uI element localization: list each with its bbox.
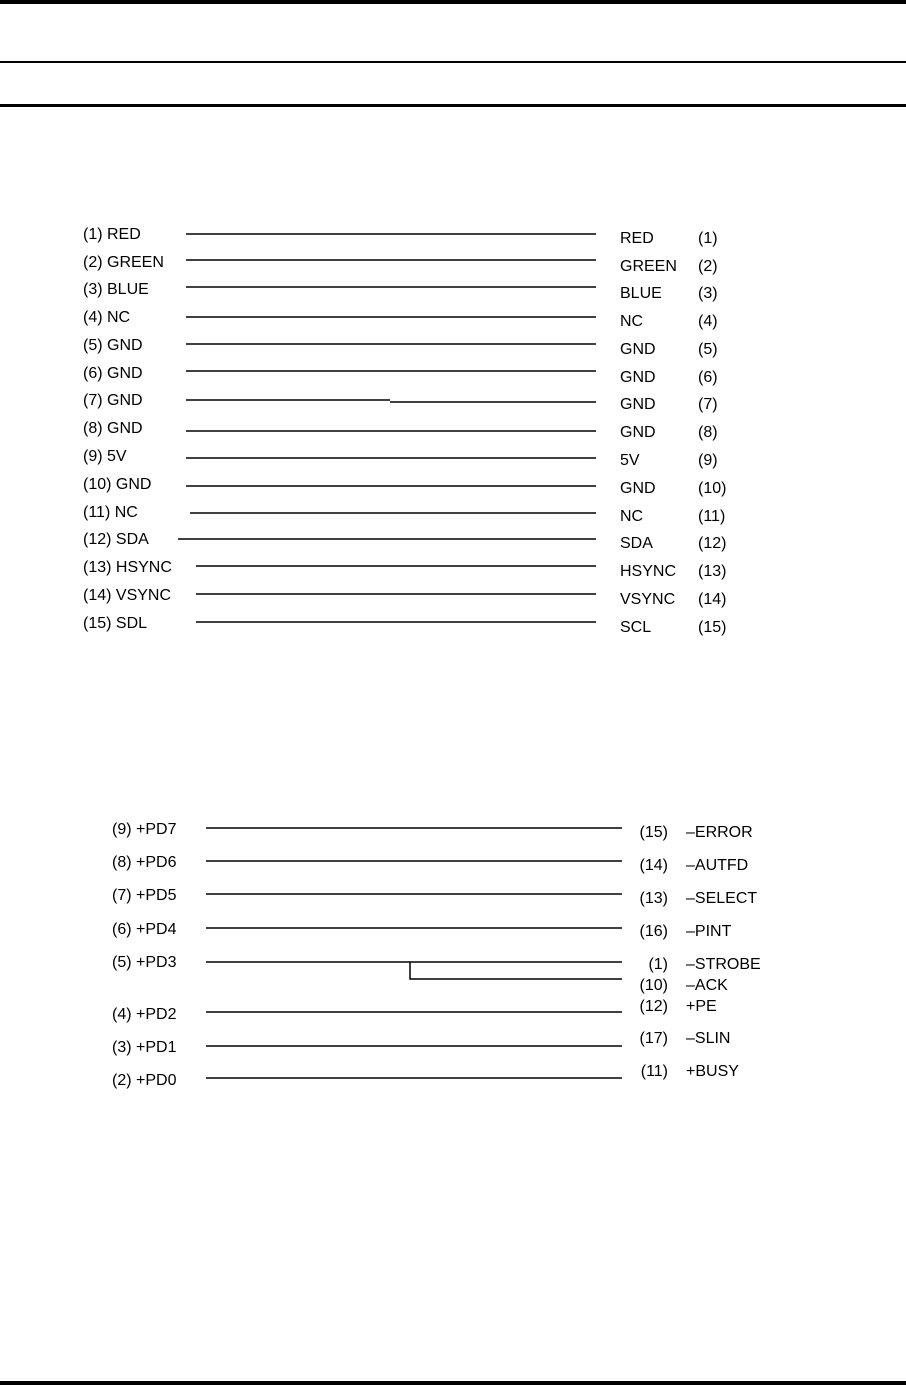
vga-left-label: (14) VSYNC xyxy=(83,587,172,604)
vga-left-label: (4) NC xyxy=(83,309,131,326)
vga-left-label: (7) GND xyxy=(83,392,143,409)
printer-right-pin: (1) xyxy=(648,956,668,973)
vga-right-pin: (11) xyxy=(698,508,726,525)
vga-right-pin: (3) xyxy=(698,285,718,302)
printer-left-label: (4) +PD2 xyxy=(112,1006,177,1023)
printer-right-pin: (15) xyxy=(639,824,668,841)
printer-right-names xyxy=(686,824,761,1080)
vga-left-label: (11) NC xyxy=(83,504,138,521)
printer-right-name: –PINT xyxy=(686,923,732,940)
vga-right-name: GND xyxy=(620,341,656,358)
vga-right-pins xyxy=(698,230,726,636)
printer-loopback-diagram xyxy=(112,821,761,1089)
vga-right-name: VSYNC xyxy=(620,591,676,608)
vga-right-name: SCL xyxy=(620,619,652,636)
vga-right-name: GND xyxy=(620,424,656,441)
vga-right-pin: (5) xyxy=(698,341,718,358)
vga-right-name: BLUE xyxy=(620,285,662,302)
vga-right-pin: (14) xyxy=(698,591,727,608)
printer-right-name: –SELECT xyxy=(686,890,758,907)
vga-right-names xyxy=(620,230,677,636)
vga-left-label: (13) HSYNC xyxy=(83,559,172,576)
printer-right-pin: (12) xyxy=(639,998,668,1015)
printer-right-name: –AUTFD xyxy=(686,857,749,874)
printer-right-name: –SLIN xyxy=(686,1030,731,1047)
printer-right-name: –ERROR xyxy=(686,824,753,841)
printer-right-pin: (16) xyxy=(639,923,668,940)
vga-left-label: (5) GND xyxy=(83,337,143,354)
printer-right-pin: (10) xyxy=(639,977,668,994)
printer-right-pin: (14) xyxy=(639,857,668,874)
vga-left-label: (15) SDL xyxy=(83,615,148,632)
vga-cable-diagram xyxy=(83,226,726,636)
vga-right-pin: (12) xyxy=(698,535,727,552)
vga-left-labels xyxy=(83,226,172,632)
vga-right-name: GND xyxy=(620,369,656,386)
vga-left-label: (2) GREEN xyxy=(83,254,164,271)
vga-left-label: (8) GND xyxy=(83,420,143,437)
vga-right-name: HSYNC xyxy=(620,563,677,580)
vga-left-label: (3) BLUE xyxy=(83,281,149,298)
printer-left-label: (6) +PD4 xyxy=(112,921,177,938)
vga-right-name: GND xyxy=(620,480,656,497)
printer-wires xyxy=(206,828,622,1078)
vga-left-label: (1) RED xyxy=(83,226,141,243)
printer-right-name: –STROBE xyxy=(686,956,761,973)
vga-right-pin: (7) xyxy=(698,396,718,413)
vga-right-name: 5V xyxy=(620,452,640,469)
vga-right-pin: (1) xyxy=(698,230,718,247)
printer-wire-pd3-branch xyxy=(410,962,622,979)
vga-right-name: GREEN xyxy=(620,258,677,275)
vga-right-pin: (15) xyxy=(698,619,727,636)
vga-right-pin: (4) xyxy=(698,313,718,330)
printer-right-pin: (13) xyxy=(639,890,668,907)
vga-right-pin: (10) xyxy=(698,480,727,497)
vga-right-pin: (9) xyxy=(698,452,718,469)
printer-right-name: +PE xyxy=(686,998,717,1015)
printer-left-label: (2) +PD0 xyxy=(112,1072,177,1089)
vga-right-name: GND xyxy=(620,396,656,413)
vga-left-label: (10) GND xyxy=(83,476,152,493)
printer-left-label: (5) +PD3 xyxy=(112,954,177,971)
vga-right-name: NC xyxy=(620,313,644,330)
printer-right-name: –ACK xyxy=(686,977,728,994)
printer-left-label: (8) +PD6 xyxy=(112,854,177,871)
vga-left-label: (9) 5V xyxy=(83,448,127,465)
printer-right-pin: (11) xyxy=(640,1063,668,1080)
printer-left-label: (9) +PD7 xyxy=(112,821,177,838)
printer-right-pins xyxy=(640,824,668,1080)
printer-right-name: +BUSY xyxy=(686,1063,739,1080)
vga-right-pin: (2) xyxy=(698,258,718,275)
printer-left-label: (3) +PD1 xyxy=(112,1039,177,1056)
vga-right-pin: (8) xyxy=(698,424,718,441)
vga-left-label: (12) SDA xyxy=(83,531,149,548)
vga-left-label: (6) GND xyxy=(83,365,143,382)
vga-right-name: NC xyxy=(620,508,644,525)
vga-right-pin: (6) xyxy=(698,369,718,386)
vga-wires xyxy=(178,234,596,622)
printer-left-label: (7) +PD5 xyxy=(112,887,177,904)
vga-right-name: RED xyxy=(620,230,654,247)
vga-right-name: SDA xyxy=(620,535,653,552)
printer-right-pin: (17) xyxy=(639,1030,668,1047)
vga-right-pin: (13) xyxy=(698,563,727,580)
printer-left-labels xyxy=(112,821,177,1089)
